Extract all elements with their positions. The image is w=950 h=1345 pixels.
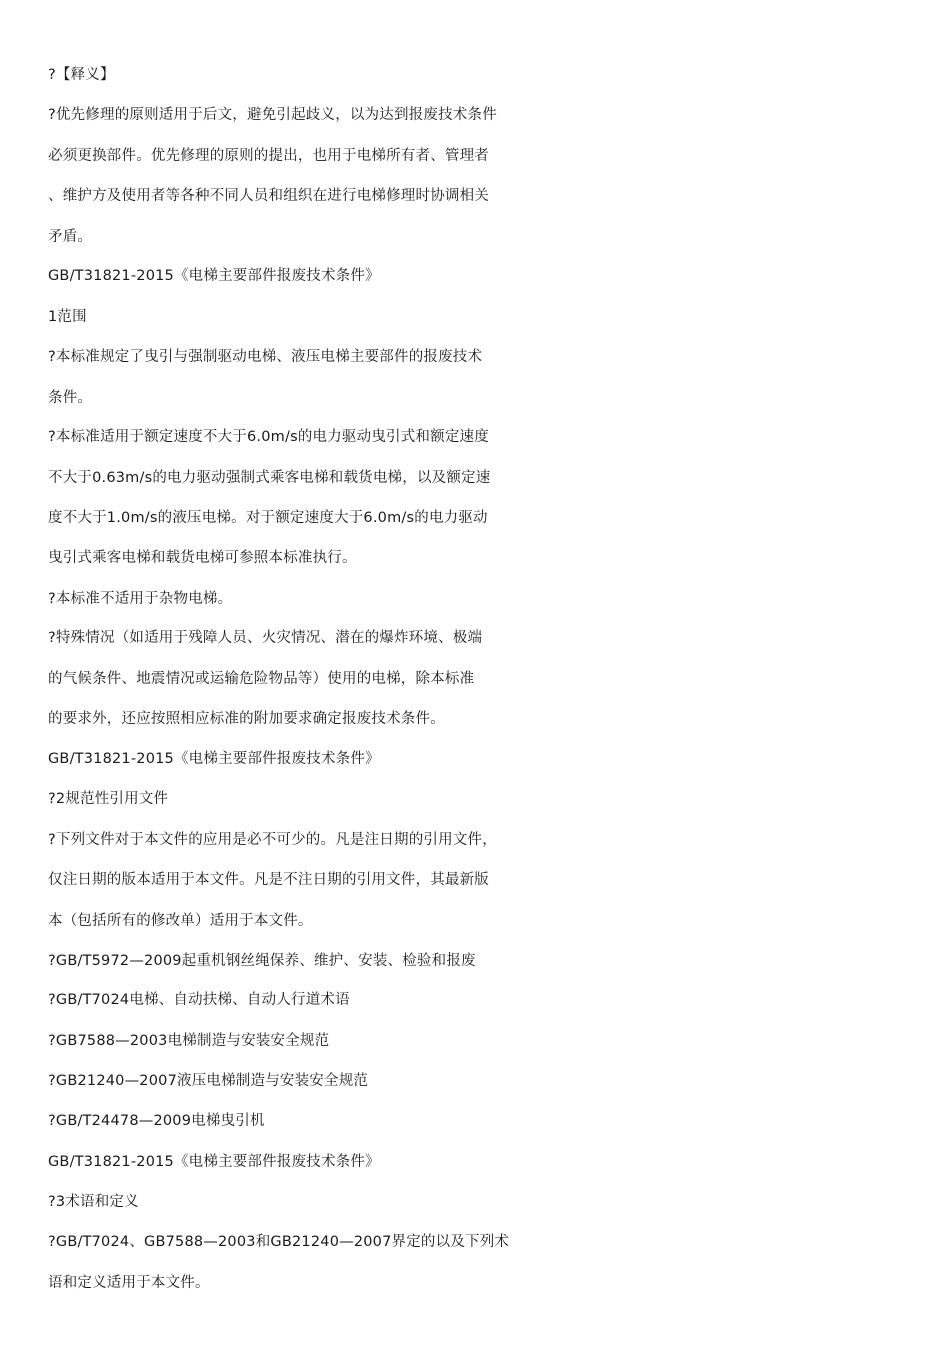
section-heading: ?2规范性引用文件 xyxy=(48,791,169,807)
text-line: ?本标准不适用于杂物电梯。 xyxy=(48,591,233,607)
text-line: 不大于0.63m/s的电力驱动强制式乘客电梯和载货电梯，以及额定速 xyxy=(48,470,491,486)
standard-title: GB/T31821-2015《电梯主要部件报废技术条件》 xyxy=(48,268,380,284)
text-line: 本（包括所有的修改单）适用于本文件。 xyxy=(48,913,313,929)
text-line: ?下列文件对于本文件的应用是必不可少的。凡是注日期的引用文件， xyxy=(48,832,497,848)
standard-title: GB/T31821-2015《电梯主要部件报废技术条件》 xyxy=(48,1154,380,1170)
text-line: 度不大于1.0m/s的液压电梯。对于额定速度大于6.0m/s的电力驱动 xyxy=(48,510,488,526)
text-line: ?本标准规定了曳引与强制驱动电梯、液压电梯主要部件的报废技术 xyxy=(48,349,483,365)
text-line: ?特殊情况（如适用于残障人员、火灾情况、潜在的爆炸环境、极端 xyxy=(48,630,483,646)
reference-item: ?GB/T24478—2009电梯曳引机 xyxy=(48,1113,265,1129)
text-line: 曳引式乘客电梯和载货电梯可参照本标准执行。 xyxy=(48,550,357,566)
text-line: ?优先修理的原则适用于后文，避免引起歧义，以为达到报废技术条件 xyxy=(48,107,497,123)
text-line: 仅注日期的版本适用于本文件。凡是不注日期的引用文件，其最新版 xyxy=(48,872,489,888)
reference-item: ?GB/T5972—2009起重机钢丝绳保养、维护、安装、检验和报废 xyxy=(48,953,476,969)
text-line: 语和定义适用于本文件。 xyxy=(48,1275,210,1291)
reference-item: ?GB7588—2003电梯制造与安装安全规范 xyxy=(48,1033,330,1049)
text-line: 的要求外，还应按照相应标准的附加要求确定报废技术条件。 xyxy=(48,711,445,727)
reference-item: ?GB/T7024电梯、自动扶梯、自动人行道术语 xyxy=(48,992,350,1008)
standard-title: GB/T31821-2015《电梯主要部件报废技术条件》 xyxy=(48,751,380,767)
reference-item: ?GB21240—2007液压电梯制造与安装安全规范 xyxy=(48,1073,369,1089)
text-line: ?GB/T7024、GB7588—2003和GB21240—2007界定的以及下列术 xyxy=(48,1234,510,1250)
text-line: ?本标准适用于额定速度不大于6.0m/s的电力驱动曳引式和额定速度 xyxy=(48,429,489,445)
text-line: 、维护方及使用者等各种不同人员和组织在进行电梯修理时协调相关 xyxy=(48,188,489,204)
text-line: 必须更换部件。优先修理的原则的提出，也用于电梯所有者、管理者 xyxy=(48,148,489,164)
text-line: 的气候条件、地震情况或运输危险物品等）使用的电梯，除本标准 xyxy=(48,671,475,687)
section-heading: ?3术语和定义 xyxy=(48,1194,139,1210)
text-line: 矛盾。 xyxy=(48,229,93,245)
text-line: ?【释义】 xyxy=(48,67,115,83)
section-heading: 1范围 xyxy=(48,309,87,325)
text-line: 条件。 xyxy=(48,390,93,406)
